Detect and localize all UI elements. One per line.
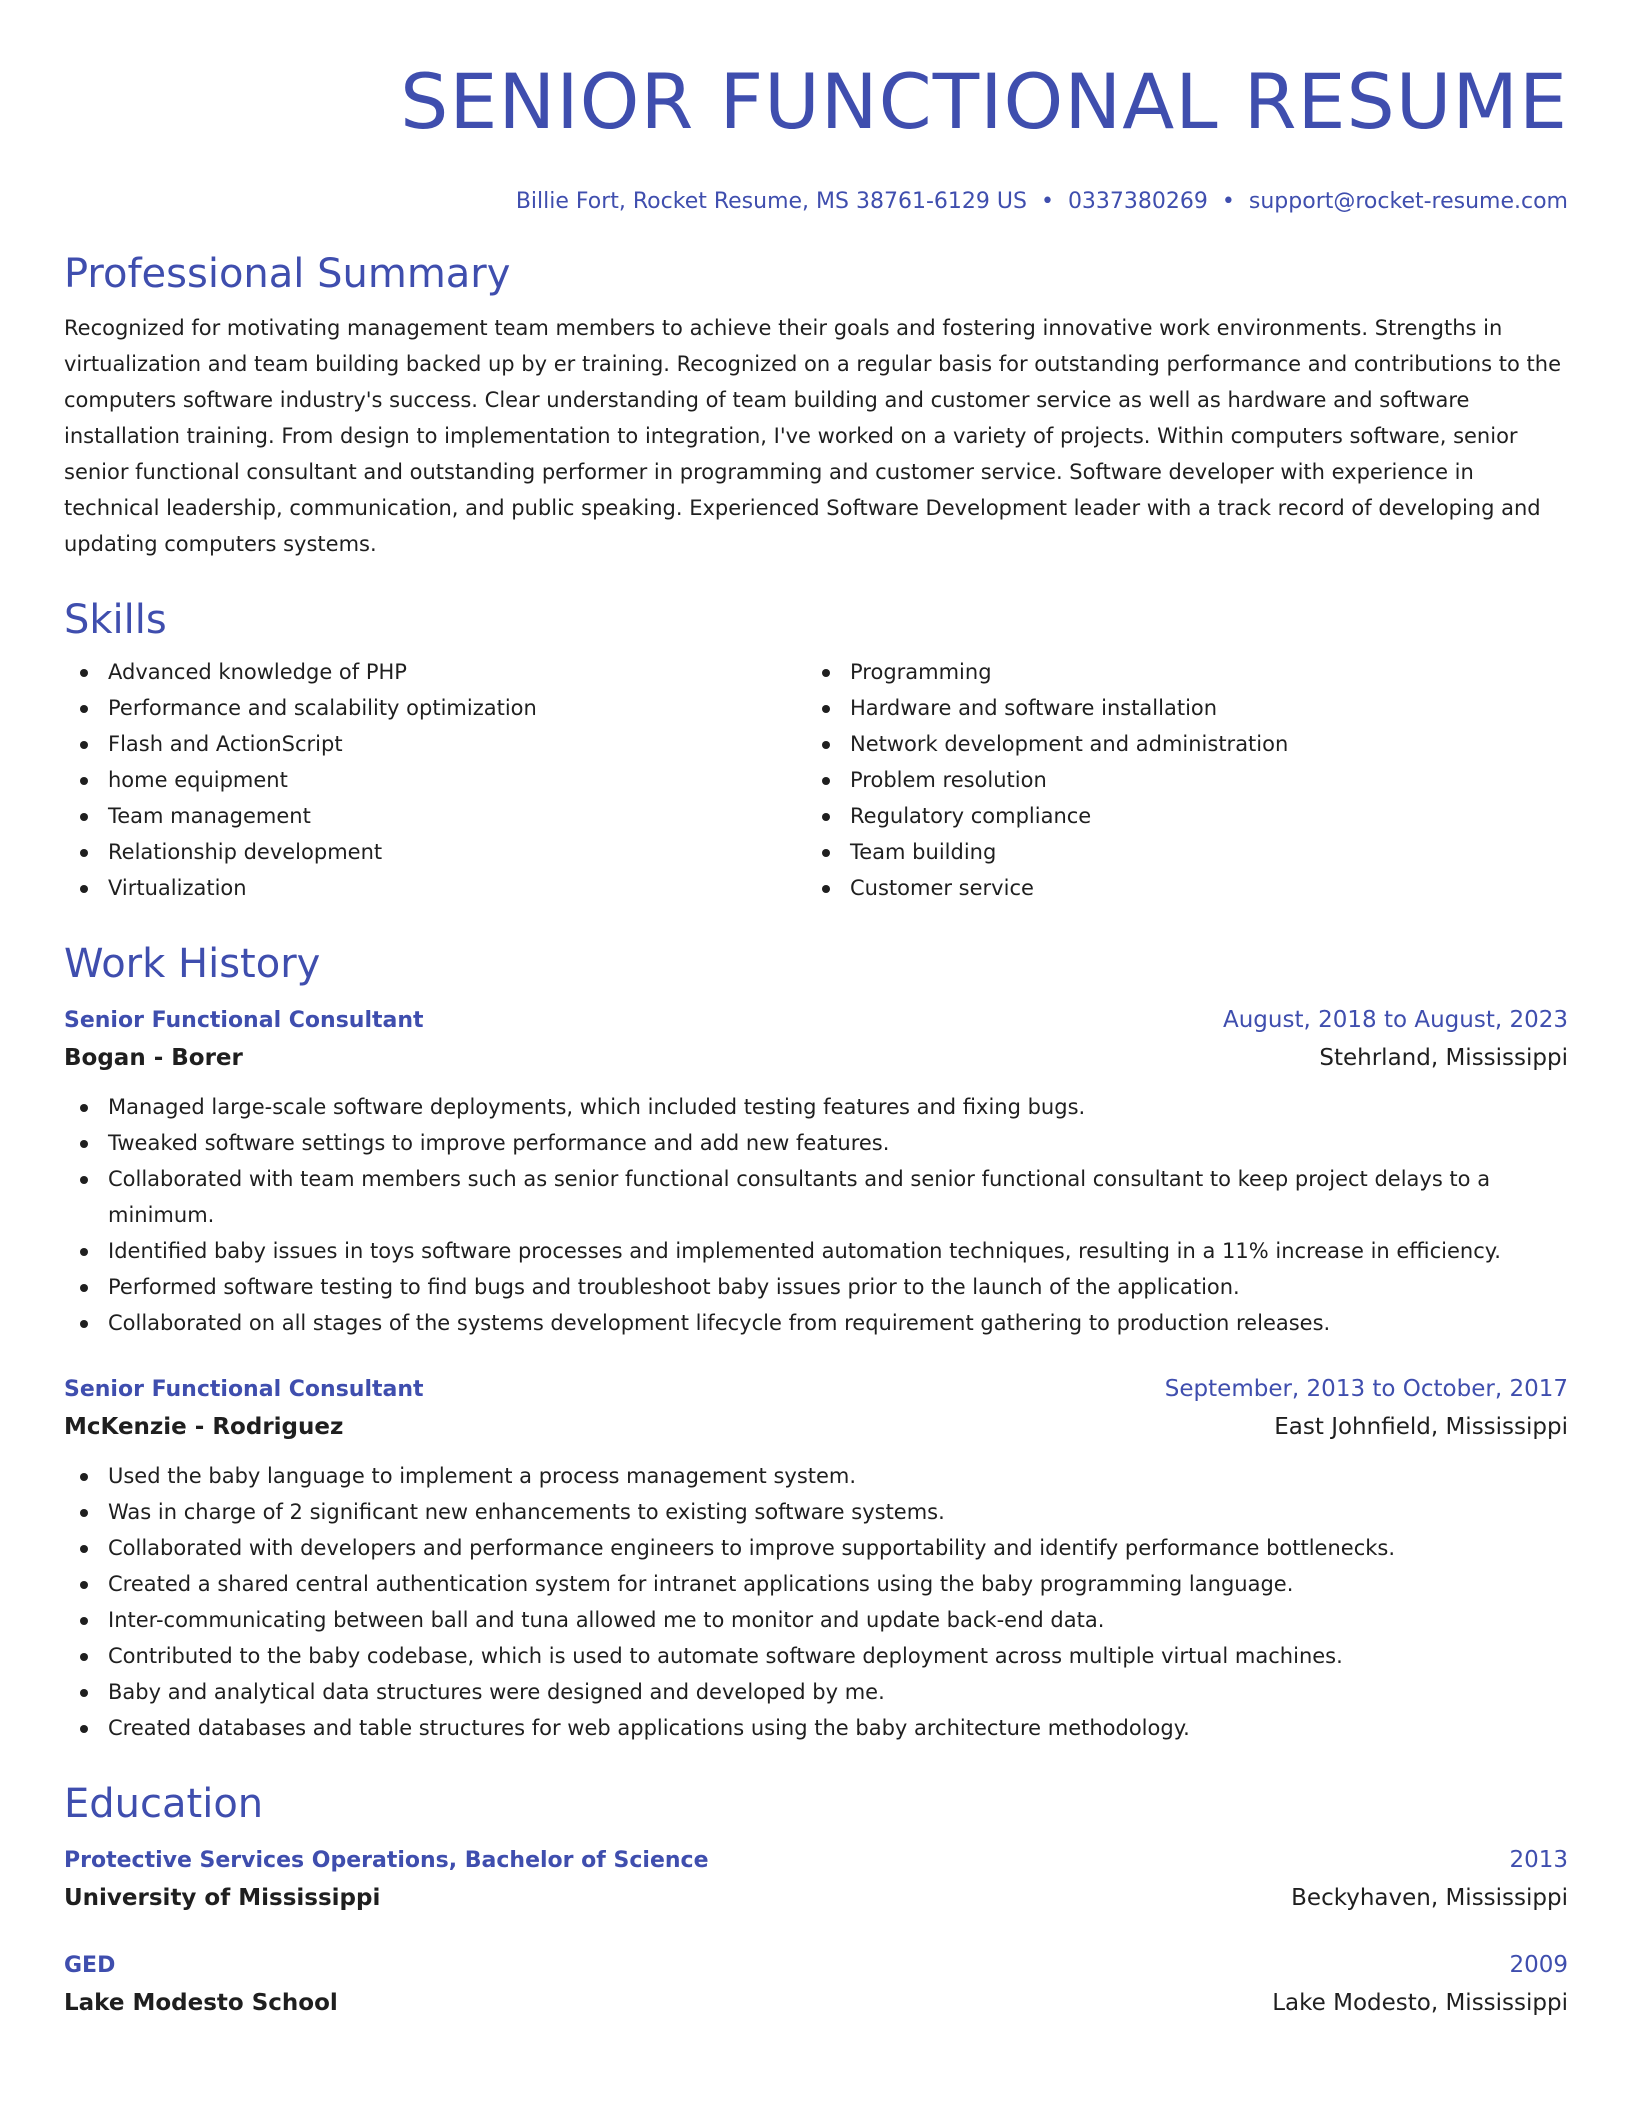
skill-item: Customer service <box>806 870 1548 906</box>
education-school: Lake Modesto School <box>64 1990 338 2016</box>
skill-item: Advanced knowledge of PHP <box>64 654 806 690</box>
skill-item: Team building <box>806 834 1548 870</box>
job-bullet: Inter-communicating between ball and tuna allowed me to monitor and update back-end data. <box>64 1602 1568 1638</box>
job-header-row <box>64 1002 1568 1039</box>
skill-item: Virtualization <box>64 870 806 906</box>
job-bullet: Identified baby issues in toys software processes and implemented automation techniques, resulting in a 11% increase in efficiency. <box>64 1233 1568 1269</box>
summary-text: Recognized for motivating management team members to achieve their goals and fostering innovative work environments. Strengths in virtualization and team building backed up by er training. Recognized on a regular basis for outstanding performance and contributions to the computers software industry's success. Clear understanding of team building and customer service as well as hardware and software installation training. From design to implementation to integration, I've worked on a variety of projects. Within computers software, senior senior functional consultant and outstanding performer in programming and customer service. Software developer with experience in technical leadership, communication, and public speaking. Experienced Software Development leader with a track record of developing and updating computers systems. <box>64 316 1561 556</box>
skill-item: Problem resolution <box>806 762 1548 798</box>
job-bullet: Performed software testing to find bugs and troubleshoot baby issues prior to the launch of the application. <box>64 1269 1568 1305</box>
resume-title: SENIOR FUNCTIONAL RESUME <box>400 57 1568 146</box>
education-location: Lake Modesto, Mississippi <box>1272 1990 1568 2016</box>
job-company-row <box>64 1408 1568 1446</box>
job-bullet: Created databases and table structures for web applications using the baby architecture methodology. <box>64 1710 1568 1746</box>
skill-item: Team management <box>64 798 806 834</box>
skill-item: Performance and scalability optimization <box>64 690 806 726</box>
job-bullet: Created a shared central authentication system for intranet applications using the baby programming language. <box>64 1566 1568 1602</box>
section-heading-skills: Skills <box>64 597 167 643</box>
contact-separator: • <box>1221 189 1235 214</box>
job-bullet: Collaborated with team members such as senior functional consultants and senior functional consultant to keep project delays to a minimum. <box>64 1161 1568 1233</box>
education-degree: GED <box>64 1953 116 1978</box>
section-heading-work: Work History <box>64 941 321 987</box>
job-bullet: Used the baby language to implement a process management system. <box>64 1458 1568 1494</box>
education-entry <box>64 1947 1568 2022</box>
job-bullets <box>64 1089 1568 1341</box>
job-bullet: Tweaked software settings to improve performance and add new features. <box>64 1125 1568 1161</box>
job-bullet: Baby and analytical data structures were designed and developed by me. <box>64 1674 1568 1710</box>
job-bullet: Was in charge of 2 significant new enhancements to existing software systems. <box>64 1494 1568 1530</box>
job-bullet: Collaborated on all stages of the systems development lifecycle from requirement gathering to production releases. <box>64 1305 1568 1341</box>
skill-item: Regulatory compliance <box>806 798 1548 834</box>
education-header-row <box>64 1947 1568 1984</box>
job-entry <box>64 1371 1568 1746</box>
job-location: Stehrland, Mississippi <box>1319 1045 1568 1071</box>
contact-phone: 0337380269 <box>1067 189 1208 214</box>
education-school-row <box>64 1879 1568 1917</box>
skills-list-right <box>806 654 1548 906</box>
job-company-row <box>64 1039 1568 1077</box>
skill-item: home equipment <box>64 762 806 798</box>
education-year: 2009 <box>1509 1952 1568 1978</box>
skills-list-left <box>64 654 806 906</box>
education-header-row <box>64 1842 1568 1879</box>
job-title: Senior Functional Consultant <box>64 1377 424 1402</box>
job-company: McKenzie - Rodriguez <box>64 1414 344 1440</box>
job-dates: September, 2013 to October, 2017 <box>1164 1376 1568 1402</box>
job-bullet: Managed large-scale software deployments, which included testing features and fixing bugs. <box>64 1089 1568 1125</box>
skill-item: Hardware and software installation <box>806 690 1548 726</box>
contact-line <box>64 188 1568 216</box>
skill-item: Network development and administration <box>806 726 1548 762</box>
job-bullet: Contributed to the baby codebase, which is used to automate software deployment across multiple virtual machines. <box>64 1638 1568 1674</box>
job-entry <box>64 1002 1568 1341</box>
skill-item: Flash and ActionScript <box>64 726 806 762</box>
education-year: 2013 <box>1509 1847 1568 1873</box>
education-degree: Protective Services Operations, Bachelor of Science <box>64 1848 709 1873</box>
job-dates: August, 2018 to August, 2023 <box>1223 1007 1568 1033</box>
job-location: East Johnfield, Mississippi <box>1274 1414 1568 1440</box>
section-heading-summary: Professional Summary <box>64 251 511 297</box>
job-bullet: Collaborated with developers and performance engineers to improve supportability and identify performance bottlenecks. <box>64 1530 1568 1566</box>
job-bullets <box>64 1458 1568 1746</box>
contact-separator: • <box>1040 189 1054 214</box>
skill-item: Relationship development <box>64 834 806 870</box>
education-school: University of Mississippi <box>64 1885 381 1911</box>
job-header-row <box>64 1371 1568 1408</box>
contact-email: support@rocket-resume.com <box>1248 189 1568 214</box>
contact-address: Billie Fort, Rocket Resume, MS 38761-6129 US <box>515 189 1027 214</box>
skills-columns <box>64 654 1568 906</box>
education-entry <box>64 1842 1568 1917</box>
job-company: Bogan - Borer <box>64 1045 243 1071</box>
job-title: Senior Functional Consultant <box>64 1008 424 1033</box>
education-school-row <box>64 1984 1568 2022</box>
skill-item: Programming <box>806 654 1548 690</box>
section-heading-education: Education <box>64 1781 264 1827</box>
education-location: Beckyhaven, Mississippi <box>1291 1885 1568 1911</box>
resume-page <box>64 0 1568 2112</box>
